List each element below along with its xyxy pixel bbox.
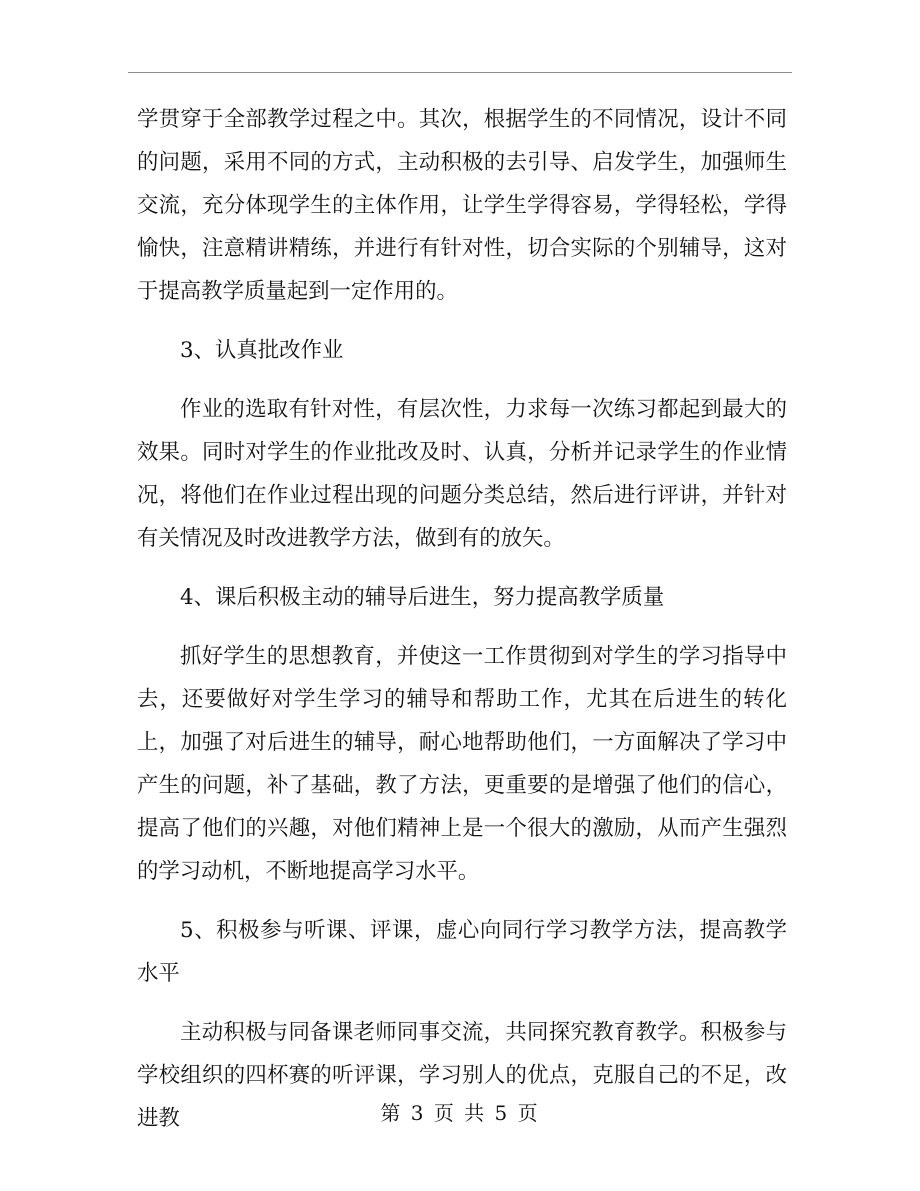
page-number-footer: 第 3 页 共 5 页	[380, 1101, 540, 1125]
document-body	[137, 98, 787, 1140]
body-paragraph: 主动积极与同备课老师同事交流，共同探究教育教学。积极参与学校组织的四杯赛的听评课，学习别人的优点，克服自己的不足，改进教	[137, 1020, 787, 1131]
body-paragraph: 作业的选取有针对性，有层次性，力求每一次练习都起到最大的效果。同时对学生的作业批改及时、认真，分析并记录学生的作业情况，将他们在作业过程出现的问题分类总结，然后进行评讲，并针对有关情况及时改进教学方法，做到有的放矢。	[137, 397, 787, 551]
body-paragraph: 学贯穿于全部教学过程之中。其次，根据学生的不同情况，设计不同的问题，采用不同的方式，主动积极的去引导、启发学生，加强师生交流，充分体现学生的主体作用，让学生学得容易，学得轻松，学得愉快，注意精讲精练，并进行有针对性，切合实际的个别辅导，这对于提高教学质量起到一定作用的。	[137, 107, 787, 304]
section-heading: 3、认真批改作业	[180, 338, 344, 363]
section-heading: 4、课后积极主动的辅导后进生，努力提高教学质量	[180, 585, 665, 610]
section-heading: 5、积极参与听课、评课，虚心向同行学习教学方法，提高教学水平	[137, 918, 787, 986]
body-paragraph: 抓好学生的思想教育，并使这一工作贯彻到对学生的学习指导中去，还要做好对学生学习的辅导和帮助工作，尤其在后进生的转化上，加强了对后进生的辅导，耐心地帮助他们，一方面解决了学习中产生的问题，补了基础，教了方法，更重要的是增强了他们的信心，提高了他们的兴趣，对他们精神上是一个很大的激励，从而产生强烈的学习动机，不断地提高学习水平。	[137, 644, 787, 884]
header-divider	[128, 72, 792, 73]
